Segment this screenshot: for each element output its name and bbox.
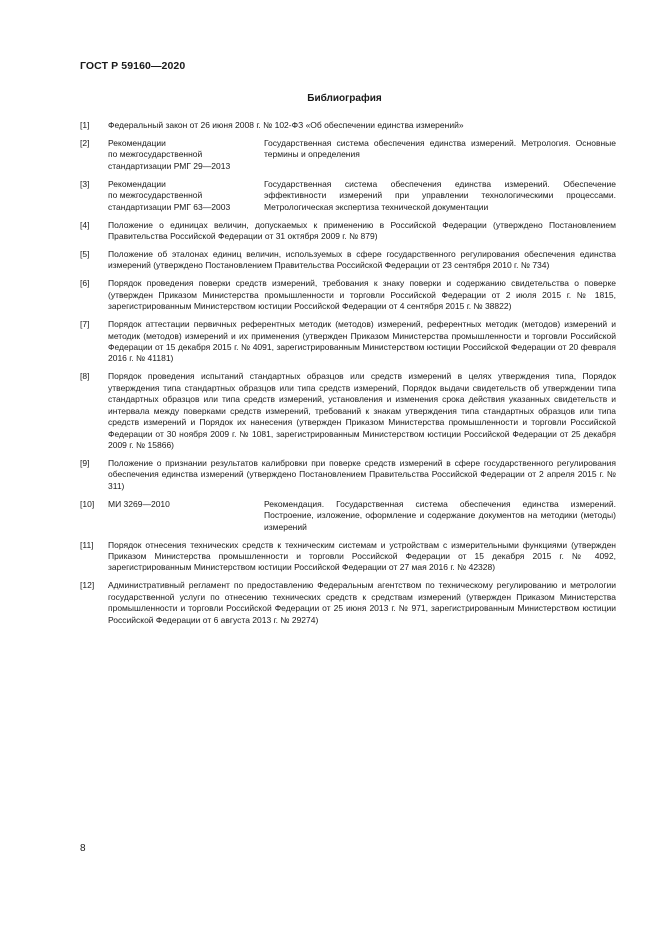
bibliography-entry-10: [80, 499, 616, 533]
designation-line: стандартизации РМГ 29—2013: [108, 160, 231, 171]
entry-number: [6]: [80, 278, 90, 289]
entry-number: [10]: [80, 498, 95, 509]
entry-number: [8]: [80, 371, 90, 382]
entry-text: Порядок аттестации первичных референтных методик (методов) измерений, референтных методик (методов) измерений и методик (методов) измерений и их применения (утвержден Приказом Министерства промышленности и торговли Российской Федерации от 15 декабря 2015 г. № 4091, зарегистрированным Министерством юстиции Российской Федерации от 20 февраля 2016 г. № 41181): [108, 319, 616, 364]
entry-number: [7]: [80, 319, 90, 330]
bibliography-entry-2: [80, 138, 616, 172]
bibliography-entry-8: [80, 371, 616, 451]
entry-number: [11]: [80, 539, 94, 550]
entry-text: Порядок проведения поверки средств измерений, требования к знаку поверки и содержанию свидетельства о поверке (утвержден Приказом Министерства промышленности и торговли Российской Федерации от 2 июля 2015 г. № 1815, зарегистрированным Министерством юстиции Российской Федерации от 4 сентября 2015 г. № 38822): [108, 278, 616, 312]
document-code-header: ГОСТ Р 59160—2020: [80, 60, 186, 72]
bibliography-entry-6: [80, 278, 616, 312]
entry-text: Федеральный закон от 26 июня 2008 г. № 102-ФЗ «Об обеспечении единства измерений»: [108, 120, 464, 130]
designation-line: по межгосударственной: [108, 149, 203, 160]
entry-designation: [108, 179, 264, 213]
entry-title: Государственная система обеспечения единства измерений. Метрология. Основные термины и определения: [264, 138, 616, 160]
entry-text: Порядок отнесения технических средств к техническим системам и устройствам с измерительными функциями (утвержден Приказом Министерства промышленности и торговли Российской Федерации от 15 декабря 2015 г. № 4092, зарегистрированным Министерством юстиции Российской Федерации от 27 мая 2016 г. № 42328): [108, 539, 616, 573]
entry-number: [12]: [80, 580, 95, 591]
entry-designation: [108, 138, 264, 172]
designation-line: Рекомендации: [108, 138, 166, 148]
entry-number: [2]: [80, 138, 90, 148]
bibliography-title: Библиография: [307, 93, 382, 104]
designation-line: Рекомендации: [108, 178, 166, 189]
bibliography-entry-9: [80, 458, 616, 492]
bibliography-entry-4: [80, 220, 616, 243]
bibliography-list: [80, 120, 616, 633]
bibliography-entry-5: [80, 249, 616, 272]
bibliography-entry-7: [80, 319, 616, 365]
entry-number: [3]: [80, 178, 90, 189]
entry-title: Рекомендация. Государственная система обеспечения единства измерений. Построение, изложение, оформление и содержание документов на методики (методы) измерений: [264, 498, 616, 532]
designation-line: стандартизации РМГ 63—2003: [108, 201, 231, 212]
entry-title: Государственная система обеспечения единства измерений. Обеспечение эффективности измерений при управлении технологическими процессами. Метрологическая экспертиза технической документации: [264, 178, 616, 212]
entry-number: [5]: [80, 249, 90, 260]
entry-number: [1]: [80, 120, 90, 130]
bibliography-entry-11: [80, 540, 616, 574]
entry-number: [9]: [80, 457, 90, 468]
bibliography-entry-3: [80, 179, 616, 213]
entry-text: Порядок проведения испытаний стандартных образцов или средств измерений в целях утверждения типа, Порядок утверждения типа стандартных образцов или типа средств измерений, Порядок выдачи свидетельств об утверждении типа стандартных образцов или типа средств измерений, установления и изменения срока действия указанных свидетельств и интервала между поверками средств измерений, требований к знакам утверждения типа стандартных образцов или типа средств измерений и Порядок их нанесения (утвержден Приказом Министерства промышленности и торговли Российской Федерации от 30 ноября 2009 г. № 1081, зарегистрированным Министерством юстиции Российской Федерации от 25 декабря 2009 г. № 15866): [108, 371, 616, 450]
designation-line: по межгосударственной: [108, 190, 203, 201]
bibliography-entry-1: [80, 120, 616, 131]
entry-text: Положение о признании результатов калибровки при поверке средств измерений в сфере государственного регулирования обеспечения единства измерений (утверждено Постановлением Правительства Российской Федерации от 2 апреля 2015 г. № 311): [108, 457, 616, 491]
entry-designation: МИ 3269—2010: [108, 498, 170, 509]
entry-text: Положение о единицах величин, допускаемых к применению в Российской Федерации (утверждено Постановлением Правительства Российской Федерации от 31 октября 2009 г. № 879): [108, 219, 616, 242]
page-number: 8: [80, 843, 86, 854]
bibliography-entry-12: [80, 580, 616, 626]
entry-text: Административный регламент по предоставлению Федеральным агентством по техническому регулированию и метрологии государственной услуги по отнесению технических средств к средствам измерений (утвержден Приказом Министерства промышленности и торговли Российской Федерации от 25 июня 2013 г. № 971, зарегистрированным Министерством юстиции Российской Федерации от 6 августа 2013 г. № 29274): [108, 580, 616, 625]
entry-text: Положение об эталонах единиц величин, используемых в сфере государственного регулирования обеспечения единства измерений (утверждено Постановлением Правительства Российской Федерации от 23 сентября 2010 г. № 734): [108, 249, 616, 271]
entry-number: [4]: [80, 219, 90, 230]
